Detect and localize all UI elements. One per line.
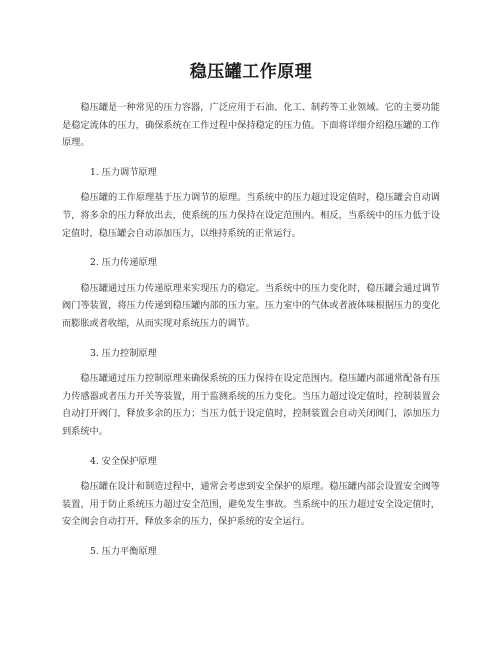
section-heading: 2. 压力传递原理 — [90, 257, 157, 269]
section-paragraph: 稳压罐在设计和制造过程中，通常会考虑到安全保护的原理。稳压罐内部会设置安全阀等装置，用于防止系统压力超过安全范围，避免发生事故。当系统中的压力超过安全设定值时，安全阀会自动打开，释放多余的压力，保护系统的安全运行。 — [62, 481, 440, 528]
section-heading: 5. 压力平衡原理 — [90, 545, 157, 557]
section-paragraph: 稳压罐的工作原理基于压力调节的原理。当系统中的压力超过设定值时，稳压罐会自动调节，将多余的压力释放出去，使系统的压力保持在设定范围内。相反，当系统中的压力低于设定值时，稳压罐会自动添加压力，以维持系统的正常运行。 — [62, 192, 440, 239]
intro-paragraph: 稳压罐是一种常见的压力容器，广泛应用于石油、化工、制药等工业领域。它的主要功能是稳定流体的压力，确保系统在工作过程中保持稳定的压力值。下面将详细介绍稳压罐的工作原理。 — [62, 102, 440, 149]
document-title: 稳压罐工作原理 — [189, 62, 313, 82]
section-5 — [62, 543, 440, 561]
section-heading: 4. 安全保护原理 — [90, 455, 157, 467]
section-paragraph: 稳压罐通过压力控制原理来确保系统的压力保持在设定范围内。稳压罐内部通常配备有压力传感器或者压力开关等装置，用于监测系统的压力变化。当压力超过设定值时，控制装置会自动打开阀门，释放多余的压力；当压力低于设定值时，控制装置会自动关闭阀门，添加压力到系统中。 — [62, 373, 440, 437]
section-heading: 3. 压力控制原理 — [90, 347, 157, 359]
section-paragraph: 稳压罐通过压力传递原理来实现压力的稳定。当系统中的压力变化时，稳压罐会通过调节阀门等装置，将压力传递到稳压罐内部的压力室。压力室中的气体或者液体味根据压力的变化而膨胀或者收缩，从而实现对系统压力的调节。 — [62, 282, 440, 329]
section-4 — [62, 453, 440, 531]
section-heading: 1. 压力调节原理 — [90, 166, 157, 178]
section-1 — [62, 164, 440, 242]
section-3 — [62, 345, 440, 441]
section-2 — [62, 254, 440, 332]
